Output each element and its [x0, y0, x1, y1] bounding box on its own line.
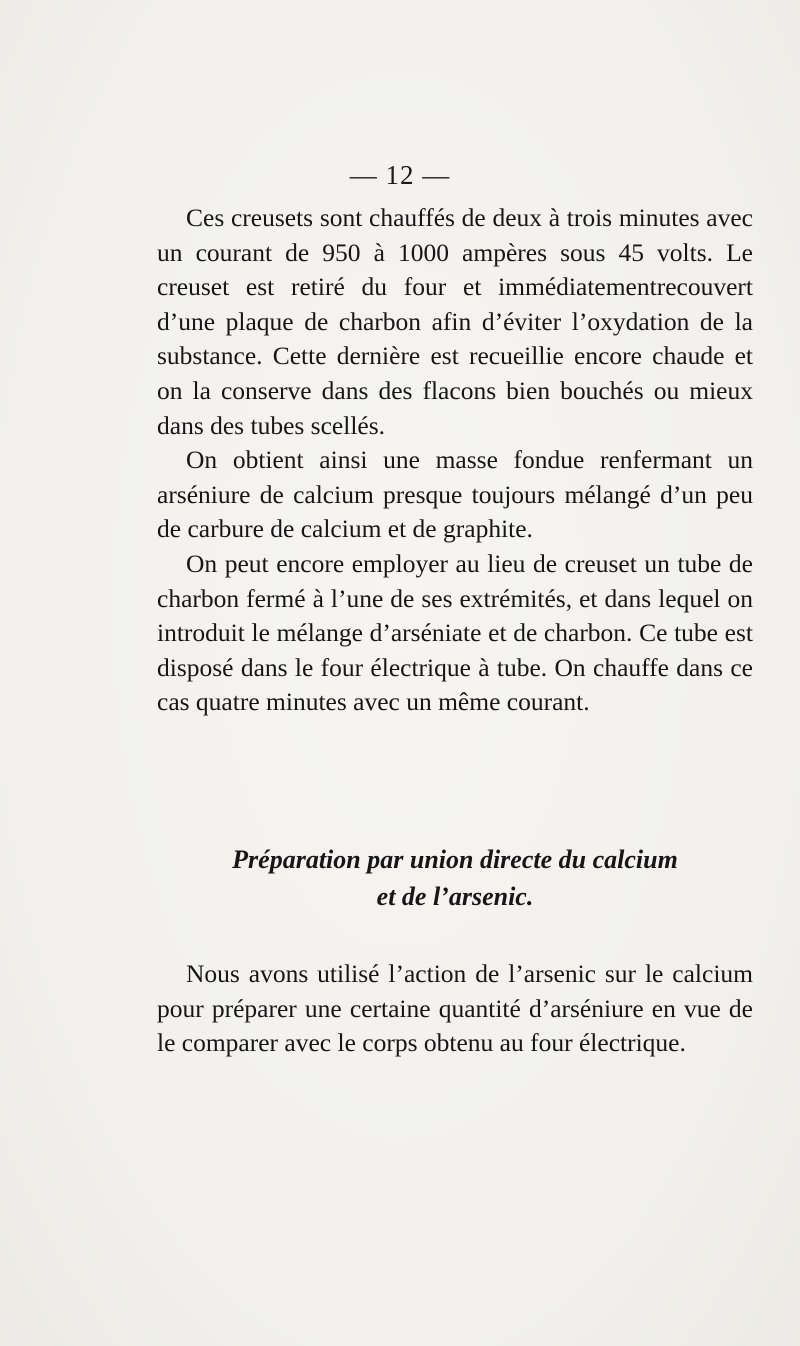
paragraph-creusets: Ces creusets sont chauffés de deux à trois minutes avec un courant de 950 à 1000 ampères sous 45 volts. Le creuset est retiré du four et immédiatementrecouvert d’une plaque de charbon afin d’éviter l’oxydation de la substance. Cette dernière est recueillie encore chaude et on la conserve dans des flacons bien bouchés ou mieux dans des tubes scellés.	[157, 203, 753, 440]
body-text-section-2	[157, 957, 753, 1061]
section-heading-line-2: et de l’arsenic.	[376, 882, 534, 911]
section-heading-line-1: Préparation par union directe du calcium	[232, 845, 678, 874]
paragraph-tube-charbon: On peut encore employer au lieu de creuset un tube de charbon fermé à l’une de ses extrémités, et dans lequel on introduit le mélange d’arséniate et de charbon. Ce tube est disposé dans le four électrique à tube. On chauffe dans ce cas quatre minutes avec un même courant.	[157, 548, 753, 717]
body-text-section-1	[157, 201, 753, 720]
page-number: — 12 —	[349, 160, 451, 190]
paragraph-masse-fondue: On obtient ainsi une masse fondue renfermant un arséniure de calcium presque toujours mélangé d’un peu de carbure de calcium et de graphite.	[157, 445, 753, 544]
section-heading	[157, 841, 753, 915]
paragraph-action-arsenic: Nous avons utilisé l’action de l’arsenic sur le calcium pour préparer une certaine quantité d’arséniure en vue de le comparer avec le corps obtenu au four électrique.	[157, 959, 753, 1058]
